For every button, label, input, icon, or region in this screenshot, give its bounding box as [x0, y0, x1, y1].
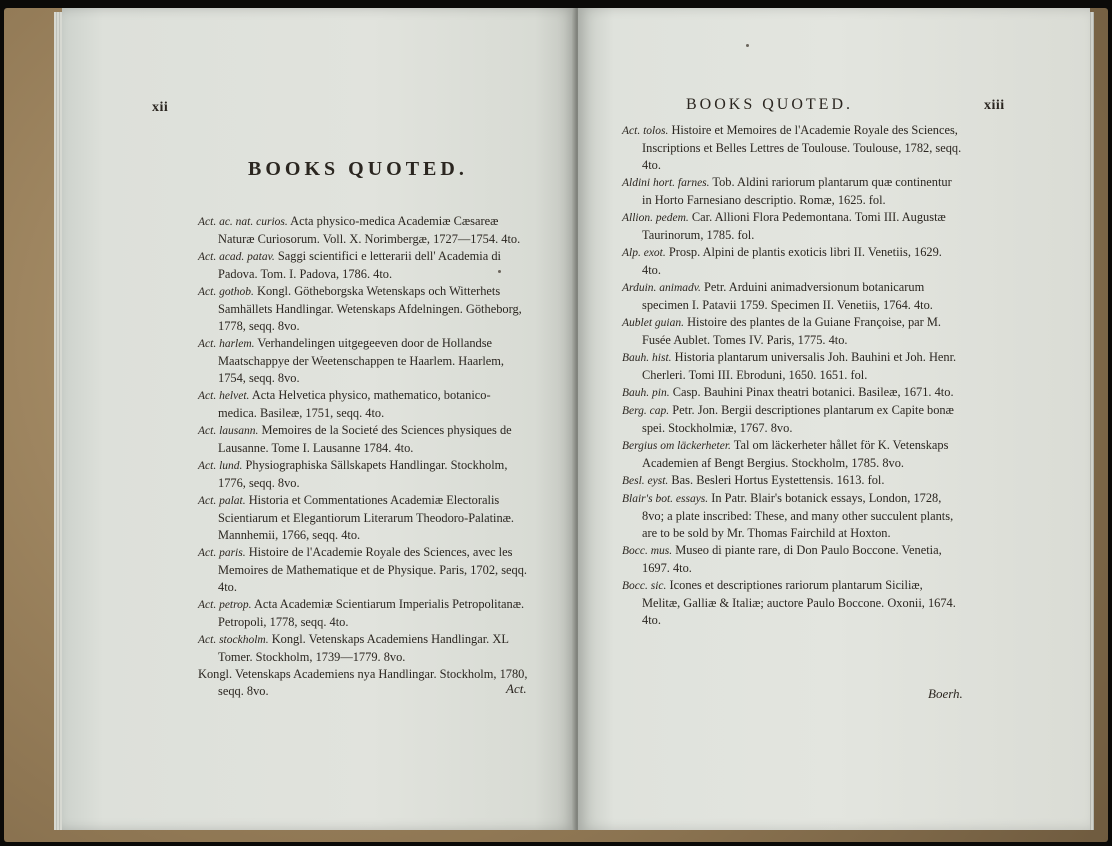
bibliography-entry: [622, 577, 962, 629]
bibliography-entry: [622, 314, 962, 349]
entry-abbreviation: Allion. pedem.: [622, 212, 689, 224]
bibliography-entry: [622, 490, 962, 542]
right-entries-list: [622, 122, 962, 629]
entry-abbreviation: Arduin. animadv.: [622, 282, 701, 294]
bibliography-entry: [198, 631, 528, 666]
entry-text: Histoire et Memoires de l'Academie Royale des Sciences, Inscriptions et Belles Lettres de Toulouse. Toulouse, 1782, seqq. 4to.: [642, 123, 962, 172]
entry-abbreviation: Bauh. hist.: [622, 352, 672, 364]
entry-abbreviation: Blair's bot. essays.: [622, 493, 709, 505]
right-page-folio: xiii: [984, 98, 1005, 113]
right-page: [578, 8, 1090, 830]
bibliography-entry: [198, 544, 528, 596]
entry-abbreviation: Act. palat.: [198, 495, 246, 507]
bibliography-entry: [198, 666, 528, 700]
entry-text: Memoires de la Societé des Sciences physiques de Lausanne. Tome I. Lausanne 1784. 4to.: [218, 423, 512, 455]
entry-abbreviation: Bocc. mus.: [622, 545, 673, 557]
bibliography-entry: [622, 402, 962, 437]
right-running-head: BOOKS QUOTED.: [686, 96, 853, 113]
bibliography-entry: [622, 349, 962, 384]
entry-abbreviation: Act. harlem.: [198, 338, 255, 350]
bibliography-entry: [198, 492, 528, 544]
entry-text: Petr. Arduini animadversionum botanicarum specimen I. Patavii 1759. Specimen II. Venetiis, 1764. 4to.: [642, 280, 933, 312]
entry-text: In Patr. Blair's botanick essays, London, 1728, 8vo; a plate inscribed: These, and many other succulent plants, are to be sold by Mr. Thomas Fairchild at Hoxton.: [642, 491, 954, 540]
bibliography-entry: [622, 472, 962, 490]
bibliography-entry: [198, 283, 528, 335]
left-catchword: Act.: [506, 681, 527, 696]
entry-text: Verhandelingen uitgegeeven door de Hollandse Maatschappye der Weetenschappen te Haarlem. Haarlem, 1754, seqq. 8vo.: [218, 336, 505, 385]
entry-text: Histoire de l'Academie Royale des Sciences, avec les Memoires de Mathematique et de Physique. Paris, 1702, seqq. 4to.: [218, 545, 528, 594]
bibliography-entry: [198, 213, 528, 248]
entry-abbreviation: Act. paris.: [198, 547, 246, 559]
entry-text: Car. Allioni Flora Pedemontana. Tomi III. Augustæ Taurinorum, 1785. fol.: [642, 210, 946, 242]
bibliography-entry: [622, 244, 962, 279]
entry-text: Histoire des plantes de la Guiane Françoise, par M. Fusée Aublet. Tomes IV. Paris, 1775. 4to.: [642, 315, 942, 347]
entry-abbreviation: Act. ac. nat. curios.: [198, 216, 288, 228]
entry-abbreviation: Alp. exot.: [622, 247, 666, 259]
entry-text: Kongl. Vetenskaps Academiens Handlingar. XL Tomer. Stockholm, 1739—1779. 8vo.: [218, 632, 509, 664]
bibliography-entry: [622, 279, 962, 314]
entry-text: Physiographiska Sällskapets Handlingar. Stockholm, 1776, seqq. 8vo.: [218, 458, 508, 490]
entry-text: Casp. Bauhini Pinax theatri botanici. Basileæ, 1671. 4to.: [672, 385, 954, 399]
entry-abbreviation: Act. lund.: [198, 460, 243, 472]
left-page-title: BOOKS QUOTED.: [248, 158, 468, 180]
left-page-folio: xii: [152, 100, 169, 115]
paper-speck: [498, 270, 501, 273]
entry-text: Petr. Jon. Bergii descriptiones plantarum ex Capite bonæ spei. Stockholmiæ, 1767. 8vo.: [642, 403, 954, 435]
entry-abbreviation: Act. gothob.: [198, 286, 254, 298]
entry-abbreviation: Berg. cap.: [622, 405, 670, 417]
bibliography-entry: [622, 384, 962, 402]
entry-abbreviation: Besl. eyst.: [622, 475, 669, 487]
entry-abbreviation: Act. stockholm.: [198, 634, 269, 646]
bibliography-entry: [622, 209, 962, 244]
bibliography-entry: [622, 174, 962, 209]
entry-text: Saggi scientifici e letterarii dell' Academia di Padova. Tom. I. Padova, 1786. 4to.: [218, 249, 501, 281]
entry-text: Kongl. Vetenskaps Academiens nya Handlingar. Stockholm, 1780, seqq. 8vo.: [198, 667, 528, 698]
bibliography-entry: [622, 437, 962, 472]
entry-abbreviation: Act. lausann.: [198, 425, 259, 437]
entry-abbreviation: Act. helvet.: [198, 390, 250, 402]
entry-abbreviation: Act. tolos.: [622, 125, 669, 137]
entry-abbreviation: Bergius om läckerheter.: [622, 440, 731, 452]
entry-text: Kongl. Götheborgska Wetenskaps och Witterhets Samhällets Handlingar. Wetenskaps Afdelningen. Götheborg, 1778, seqq. 8vo.: [218, 284, 522, 333]
entry-text: Historia et Commentationes Academiæ Electoralis Scientiarum et Elegantiorum Literarum Theodoro-Palatinæ. Mannhemii, 1766, seqq. 4to.: [218, 493, 515, 542]
bibliography-entry: [198, 596, 528, 631]
right-catchword: Boerh.: [928, 686, 963, 701]
entry-text: Bas. Besleri Hortus Eystettensis. 1613. fol.: [671, 473, 885, 487]
entry-text: Prosp. Alpini de plantis exoticis libri II. Venetiis, 1629. 4to.: [642, 245, 942, 277]
bibliography-entry: [198, 457, 528, 492]
bibliography-entry: [622, 122, 962, 174]
bibliography-entry: [198, 248, 528, 283]
entry-text: Tob. Aldini rariorum plantarum quæ continentur in Horto Farnesiano descriptio. Romæ, 1625. fol.: [642, 175, 952, 207]
entry-abbreviation: Aublet guian.: [622, 317, 684, 329]
paper-speck: [746, 44, 749, 47]
entry-text: Museo di piante rare, di Don Paulo Boccone. Venetia, 1697. 4to.: [642, 543, 942, 575]
entry-abbreviation: Act. petrop.: [198, 599, 252, 611]
bibliography-entry: [198, 335, 528, 387]
entry-text: Acta Academiæ Scientiarum Imperialis Petropolitanæ. Petropoli, 1778, seqq. 4to.: [218, 597, 525, 629]
bibliography-entry: [198, 387, 528, 422]
left-page: [62, 8, 576, 830]
bibliography-entry: [622, 542, 962, 577]
entry-text: Icones et descriptiones rariorum plantarum Siciliæ, Melitæ, Galliæ & Italiæ; auctore Paulo Boccone. Oxonii, 1674. 4to.: [642, 578, 956, 627]
entry-text: Historia plantarum universalis Joh. Bauhini et Joh. Henr. Cherleri. Tomi III. Ebroduni, 1650. 1651. fol.: [642, 350, 957, 382]
entry-text: Tal om läckerheter hållet för K. Vetenskaps Academien af Bengt Bergius. Stockholm, 1785. 8vo.: [642, 438, 949, 470]
entry-abbreviation: Act. acad. patav.: [198, 251, 275, 263]
entry-abbreviation: Bauh. pin.: [622, 387, 670, 399]
entry-text: Acta Helvetica physico, mathematico, botanico-medica. Basileæ, 1751, seqq. 4to.: [218, 388, 491, 420]
entry-text: Acta physico-medica Academiæ Cæsareæ Naturæ Curiosorum. Voll. X. Norimbergæ, 1727—1754. 4to.: [218, 214, 521, 246]
entry-abbreviation: Bocc. sic.: [622, 580, 667, 592]
bibliography-entry: [198, 422, 528, 457]
left-entries-list: [198, 213, 528, 700]
entry-abbreviation: Aldini hort. farnes.: [622, 177, 710, 189]
